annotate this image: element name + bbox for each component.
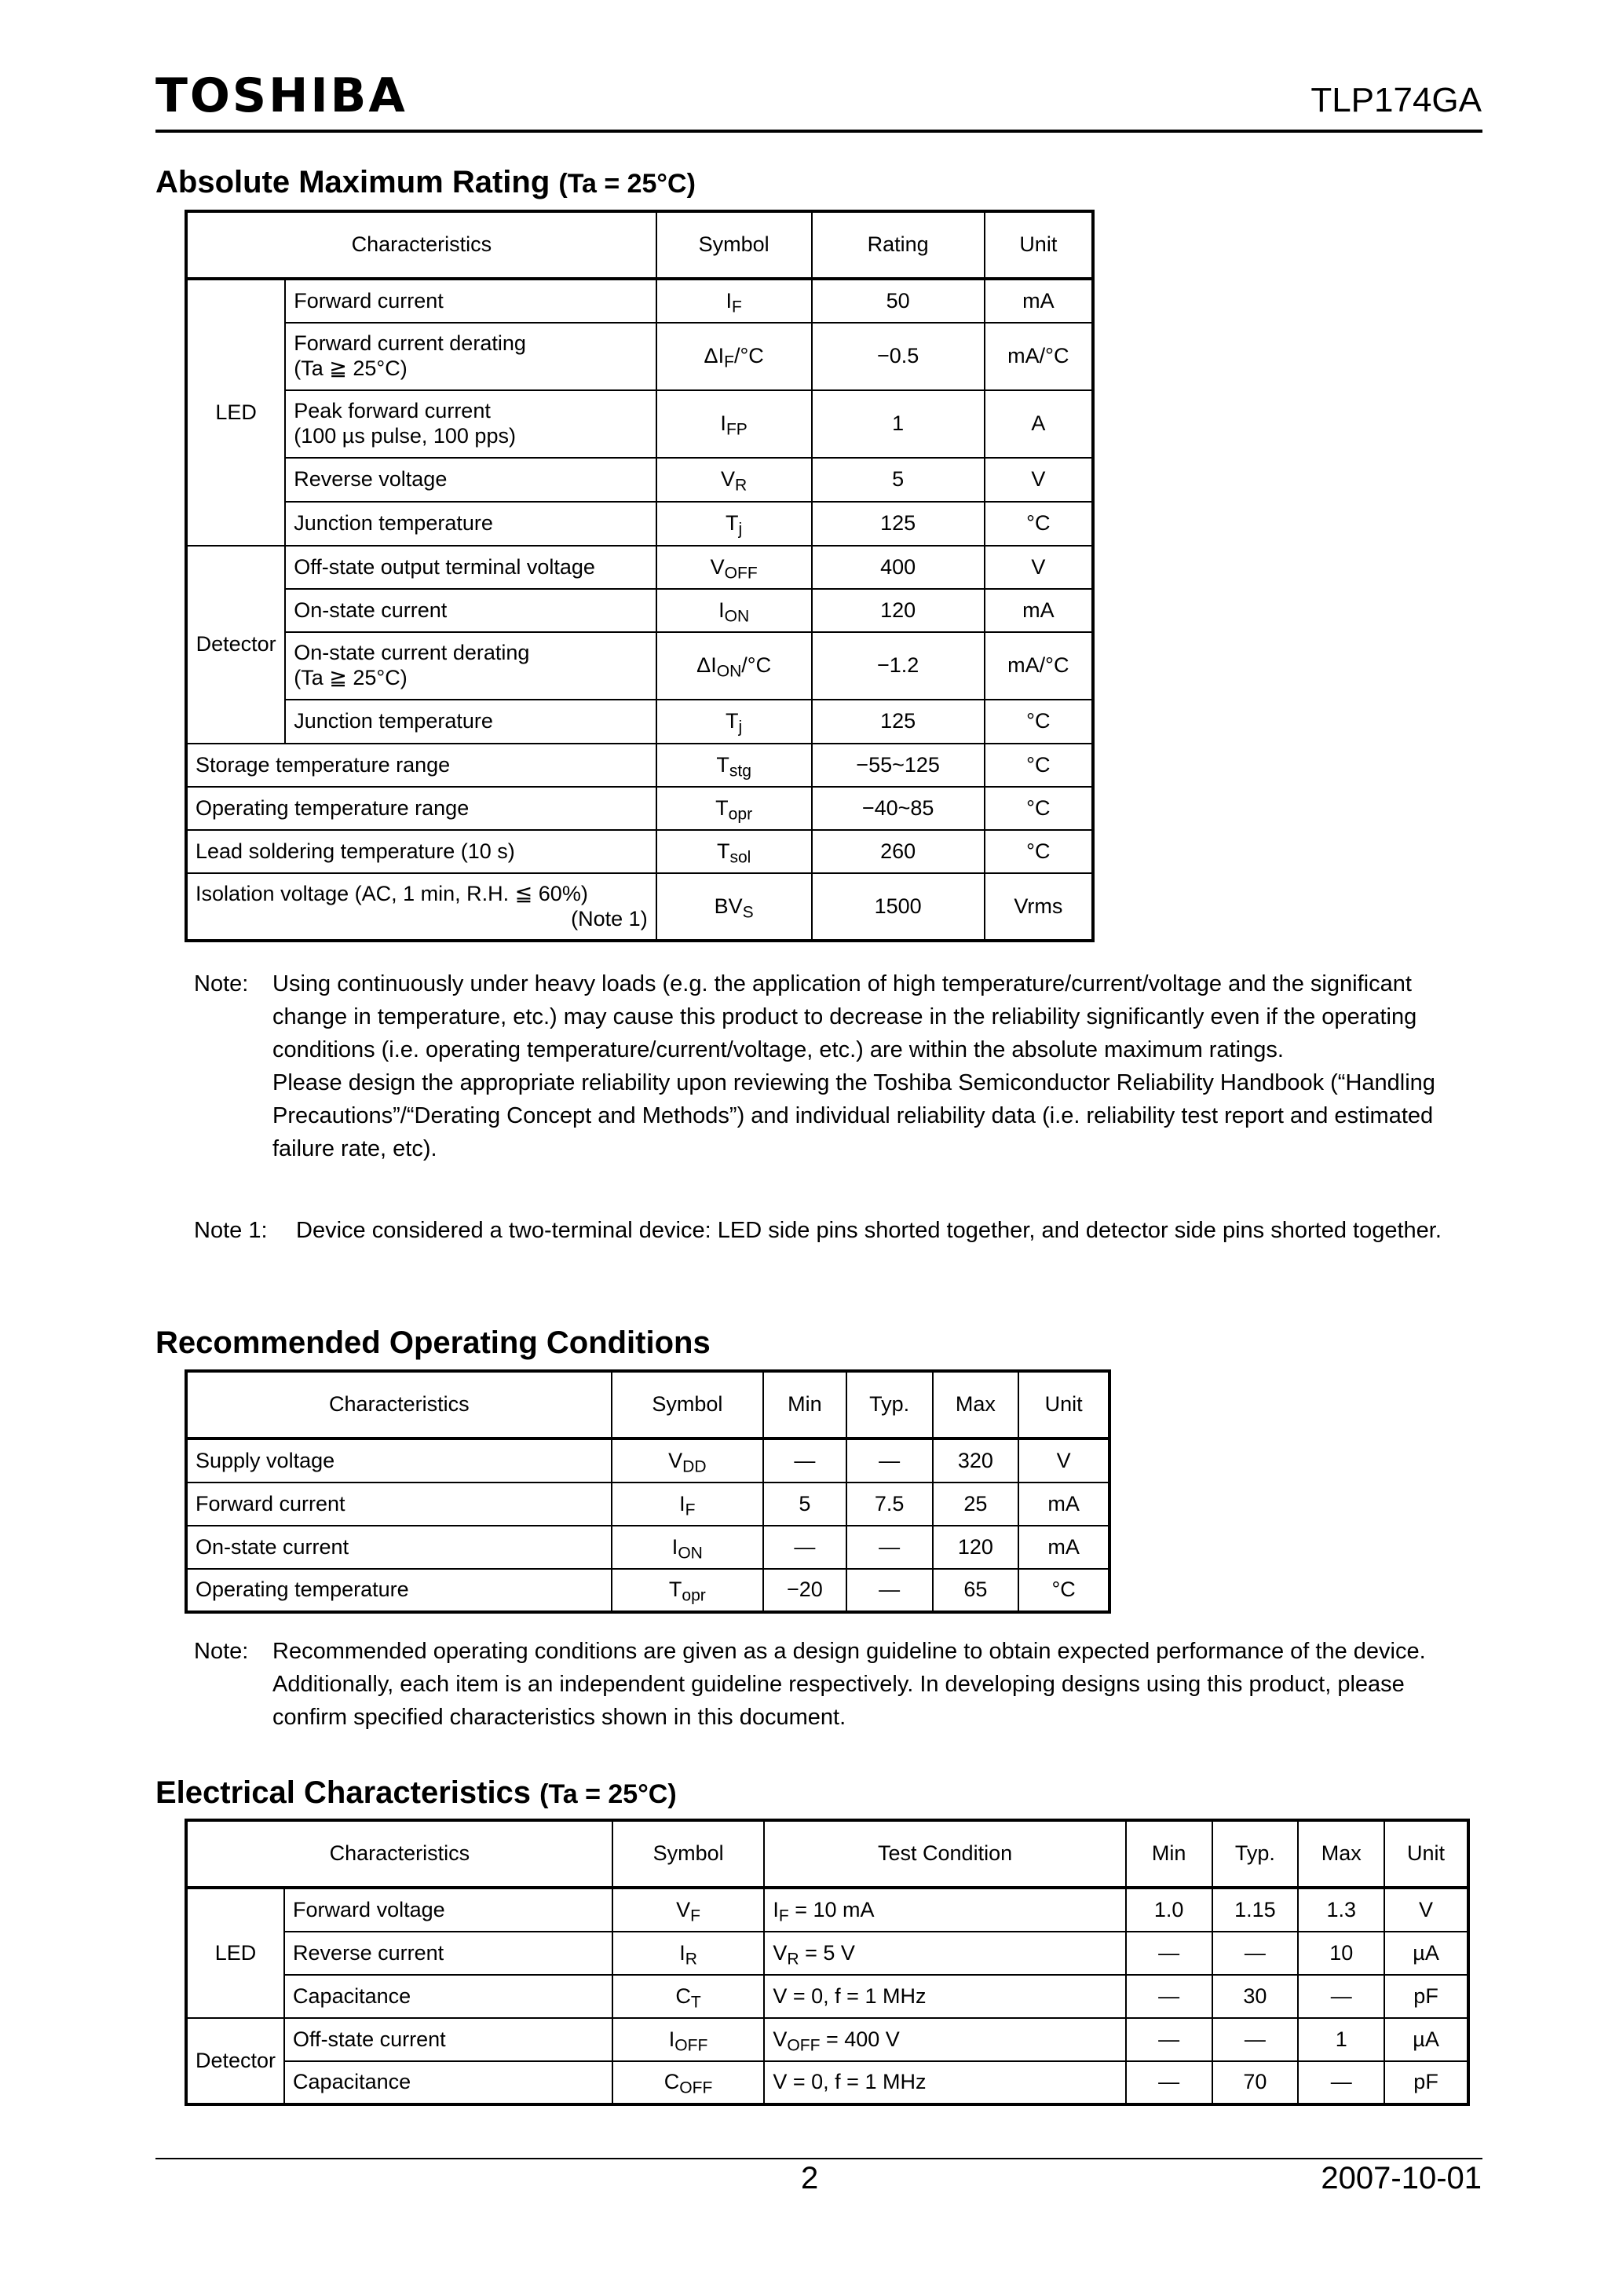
char-cell: Forward current derating (Ta ≧ 25°C) <box>285 323 656 390</box>
rating-cell: 1500 <box>812 873 985 941</box>
document-date: 2007-10-01 <box>1321 2161 1482 2195</box>
min-cell: — <box>1126 1932 1212 1975</box>
symbol-cell: $T_j$ <box>656 502 812 546</box>
min-cell: — <box>1126 2061 1212 2104</box>
symbol-cell: $I_F$ <box>656 279 812 323</box>
symbol-cell: $T_{opr}$ <box>656 787 812 830</box>
max-cell: 10 <box>1298 1932 1384 1975</box>
unit-cell: pF <box>1384 2061 1468 2104</box>
max-cell: — <box>1298 2061 1384 2104</box>
rating-cell: 400 <box>812 546 985 589</box>
group-led: LED <box>186 1888 284 2018</box>
toshiba-logo: TOSHIBA <box>155 68 408 123</box>
char-cell: Junction temperature <box>285 700 656 744</box>
symbol-cell: $C_{OFF}$ <box>612 2061 765 2104</box>
max-cell: — <box>1298 1975 1384 2018</box>
min-cell: — <box>763 1439 846 1483</box>
char-cell: On-state current <box>186 1526 612 1569</box>
unit-cell: mA <box>1018 1483 1109 1526</box>
symbol-cell: $I_{FP}$ <box>656 390 812 458</box>
unit-cell: °C <box>985 830 1093 873</box>
amr-title: Absolute Maximum Rating (Ta = 25°C) <box>155 165 696 199</box>
symbol-cell: $V_{OFF}$ <box>656 546 812 589</box>
unit-cell: Vrms <box>985 873 1093 941</box>
header-rule <box>155 130 1482 133</box>
char-cell: On-state current <box>285 589 656 632</box>
col-header-max: Max <box>933 1371 1019 1439</box>
symbol-cell: $V_{DD}$ <box>612 1439 763 1483</box>
symbol-cell: $T_j$ <box>656 700 812 744</box>
unit-cell: V <box>985 458 1093 502</box>
max-cell: 65 <box>933 1569 1019 1612</box>
min-cell: −20 <box>763 1569 846 1612</box>
col-header-symbol: Symbol <box>656 211 812 279</box>
group-detector: Detector <box>186 546 285 744</box>
char-cell: Reverse voltage <box>285 458 656 502</box>
min-cell: — <box>1126 2018 1212 2061</box>
min-cell: 5 <box>763 1483 846 1526</box>
rating-cell: 125 <box>812 502 985 546</box>
col-header-min: Min <box>1126 1820 1212 1888</box>
symbol-cell: $I_{OFF}$ <box>612 2018 765 2061</box>
unit-cell: A <box>985 390 1093 458</box>
col-header-characteristics: Characteristics <box>186 211 656 279</box>
col-header-max: Max <box>1298 1820 1384 1888</box>
col-header-characteristics: Characteristics <box>186 1371 612 1439</box>
unit-cell: mA/°C <box>985 323 1093 390</box>
rating-cell: 125 <box>812 700 985 744</box>
max-cell: 1 <box>1298 2018 1384 2061</box>
unit-cell: °C <box>1018 1569 1109 1612</box>
symbol-cell: $V_R$ <box>656 458 812 502</box>
ec-title: Electrical Characteristics (Ta = 25°C) <box>155 1775 677 1810</box>
note-label: Note 1: <box>194 1218 268 1243</box>
col-header-symbol: Symbol <box>612 1371 763 1439</box>
char-cell: Operating temperature range <box>186 787 656 830</box>
note-paragraph: Using continuously under heavy loads (e.g. the application of high temperature/current/voltage and the significant change in temperature, etc.) may cause this product to decrease in the reliability significantly even if the operating conditions (i.e. operating temperature/current/voltage, etc.) are within the absolute maximum ratings. <box>272 971 1417 1062</box>
group-detector: Detector <box>186 2018 284 2104</box>
rating-cell: −55~125 <box>812 744 985 787</box>
rating-cell: 50 <box>812 279 985 323</box>
rating-cell: −40~85 <box>812 787 985 830</box>
unit-cell: mA/°C <box>985 632 1093 700</box>
col-header-typ: Typ. <box>1212 1820 1299 1888</box>
unit-cell: mA <box>1018 1526 1109 1569</box>
note-paragraph: Recommended operating conditions are given as a design guideline to obtain expected performance of the device. Additionally, each item is an independent guideline respectively. In developing designs using this product, please confirm specified characteristics shown in this document. <box>272 1639 1426 1730</box>
col-header-unit: Unit <box>985 211 1093 279</box>
col-header-min: Min <box>763 1371 846 1439</box>
roc-title: Recommended Operating Conditions <box>155 1325 711 1360</box>
unit-cell: V <box>985 546 1093 589</box>
char-cell: Isolation voltage (AC, 1 min, R.H. ≦ 60%) (Note 1) <box>186 873 656 941</box>
symbol-cell: $T_{sol}$ <box>656 830 812 873</box>
group-led: LED <box>186 279 285 546</box>
col-header-typ: Typ. <box>846 1371 933 1439</box>
part-number: TLP174GA <box>1310 81 1482 119</box>
rating-cell: 1 <box>812 390 985 458</box>
rating-cell: 260 <box>812 830 985 873</box>
typ-cell: 70 <box>1212 2061 1299 2104</box>
symbol-cell: $C_T$ <box>612 1975 765 2018</box>
footer-rule <box>155 2158 1482 2159</box>
char-cell: Forward voltage <box>284 1888 612 1932</box>
unit-cell: V <box>1384 1888 1468 1932</box>
typ-cell: 1.15 <box>1212 1888 1299 1932</box>
test-condition-cell: V = 0, f = 1 MHz <box>764 2061 1125 2104</box>
char-cell: Reverse current <box>284 1932 612 1975</box>
symbol-cell: $I_F$ <box>612 1483 763 1526</box>
col-header-test-condition: Test Condition <box>764 1820 1125 1888</box>
unit-cell: V <box>1018 1439 1109 1483</box>
typ-cell: 30 <box>1212 1975 1299 2018</box>
typ-cell: — <box>1212 1932 1299 1975</box>
col-header-unit: Unit <box>1384 1820 1468 1888</box>
unit-cell: µA <box>1384 2018 1468 2061</box>
min-cell: — <box>1126 1975 1212 2018</box>
symbol-cell: $I_{ON}$ <box>656 589 812 632</box>
char-cell: Lead soldering temperature (10 s) <box>186 830 656 873</box>
unit-cell: µA <box>1384 1932 1468 1975</box>
symbol-cell: $V_F$ <box>612 1888 765 1932</box>
char-cell: On-state current derating (Ta ≧ 25°C) <box>285 632 656 700</box>
typ-cell: — <box>846 1526 933 1569</box>
char-cell: Capacitance <box>284 2061 612 2104</box>
unit-cell: mA <box>985 279 1093 323</box>
char-cell: Forward current <box>186 1483 612 1526</box>
max-cell: 25 <box>933 1483 1019 1526</box>
unit-cell: mA <box>985 589 1093 632</box>
symbol-cell: $\Delta I_F/^\circ C$ <box>656 323 812 390</box>
char-cell: Supply voltage <box>186 1439 612 1483</box>
note-label: Note: <box>194 1639 249 1664</box>
unit-cell: °C <box>985 700 1093 744</box>
symbol-cell: $T_{opr}$ <box>612 1569 763 1612</box>
typ-cell: — <box>1212 2018 1299 2061</box>
test-condition-cell: $V_{OFF} = 400$ V <box>764 2018 1125 2061</box>
col-header-characteristics: Characteristics <box>186 1820 612 1888</box>
max-cell: 320 <box>933 1439 1019 1483</box>
unit-cell: °C <box>985 787 1093 830</box>
roc-table <box>185 1369 1111 1614</box>
symbol-cell: $I_{ON}$ <box>612 1526 763 1569</box>
symbol-cell: $\Delta I_{ON}/^\circ C$ <box>656 632 812 700</box>
char-cell: Junction temperature <box>285 502 656 546</box>
col-header-symbol: Symbol <box>612 1820 765 1888</box>
min-cell: 1.0 <box>1126 1888 1212 1932</box>
typ-cell: — <box>846 1569 933 1612</box>
rating-cell: −1.2 <box>812 632 985 700</box>
rating-cell: 120 <box>812 589 985 632</box>
min-cell: — <box>763 1526 846 1569</box>
unit-cell: pF <box>1384 1975 1468 2018</box>
test-condition-cell: $V_R = 5$ V <box>764 1932 1125 1975</box>
char-cell: Off-state current <box>284 2018 612 2061</box>
symbol-cell: $I_R$ <box>612 1932 765 1975</box>
note-label: Note: <box>194 971 249 996</box>
char-cell: Off-state output terminal voltage <box>285 546 656 589</box>
char-cell: Peak forward current (100 µs pulse, 100 pps) <box>285 390 656 458</box>
unit-cell: °C <box>985 744 1093 787</box>
ec-table <box>185 1819 1470 2106</box>
symbol-cell: $T_{stg}$ <box>656 744 812 787</box>
max-cell: 120 <box>933 1526 1019 1569</box>
test-condition-cell: V = 0, f = 1 MHz <box>764 1975 1125 2018</box>
char-cell: Storage temperature range <box>186 744 656 787</box>
unit-cell: °C <box>985 502 1093 546</box>
char-cell: Forward current <box>285 279 656 323</box>
col-header-unit: Unit <box>1018 1371 1109 1439</box>
page-number: 2 <box>801 2161 819 2195</box>
test-condition-cell: $I_F = 10$ mA <box>764 1888 1125 1932</box>
max-cell: 1.3 <box>1298 1888 1384 1932</box>
amr-table <box>185 210 1095 942</box>
typ-cell: 7.5 <box>846 1483 933 1526</box>
note-paragraph: Device considered a two-terminal device: LED side pins shorted together, and detector side pins shorted together. <box>296 1218 1442 1243</box>
rating-cell: −0.5 <box>812 323 985 390</box>
typ-cell: — <box>846 1439 933 1483</box>
col-header-rating: Rating <box>812 211 985 279</box>
char-cell: Capacitance <box>284 1975 612 2018</box>
symbol-cell: $BV_S$ <box>656 873 812 941</box>
note-paragraph: Please design the appropriate reliability upon reviewing the Toshiba Semiconductor Reliability Handbook (“Handling Precautions”/“Derating Concept and Methods”) and individual reliability data (i.e. reliability test report and estimated failure rate, etc). <box>272 1070 1435 1161</box>
char-cell: Operating temperature <box>186 1569 612 1612</box>
rating-cell: 5 <box>812 458 985 502</box>
